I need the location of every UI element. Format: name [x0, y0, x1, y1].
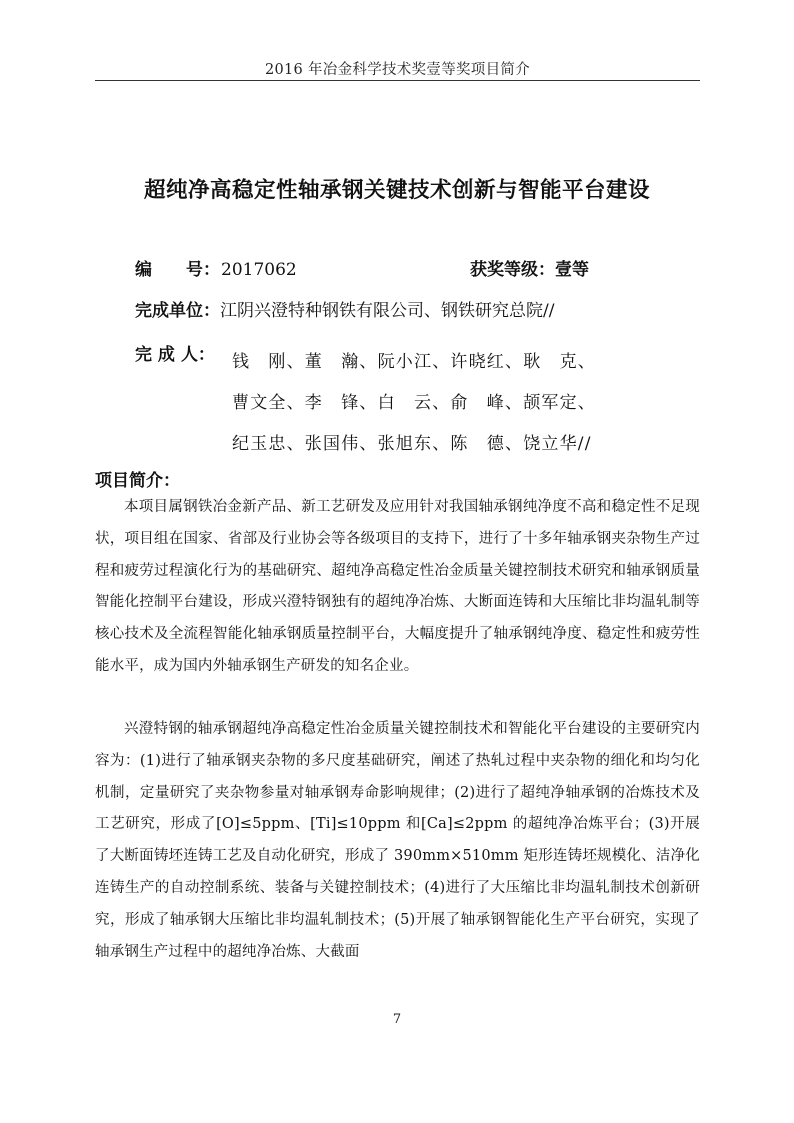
body-paragraph: 本项目属钢铁冶金新产品、新工艺研发及应用针对我国轴承钢纯净度不高和稳定性不足现状，项目组在国家、省部及行业协会等各级项目的支持下，进行了十多年轴承钢夹杂物生产过程和疲劳过程演化行为的基础研究、超纯净高稳定性冶金质量关键控制技术研究和轴承钢质量智能化控制平台建设，形成兴澄特钢独有的超纯净冶炼、大断面连铸和大压缩比非均温轧制等核心技术及全流程智能化轴承钢质量控制平台，大幅度提升了轴承钢纯净度、稳定性和疲劳性能水平，成为国内外轴承钢生产研发的知名企业。: [95, 499, 700, 674]
project-number-label: 编 号：: [135, 260, 220, 280]
project-number-value: 2017062: [221, 260, 297, 280]
section-title: 项目简介：: [95, 471, 180, 491]
completers-line: 曹文全、李 锋、白 云、俞 峰、颉军定、: [232, 393, 596, 413]
document-title: 超纯净高稳定性轴承钢关键技术创新与智能平台建设: [143, 178, 650, 203]
completers-line: 纪玉忠、张国伟、张旭东、陈 德、饶立华//: [232, 434, 592, 454]
completers-line: 钱 刚、董 瀚、阮小江、许晓红、耿 克、: [232, 352, 596, 372]
completers-label: 完 成 人：: [135, 345, 215, 365]
completing-unit-row: [135, 303, 554, 320]
header-divider: [95, 80, 700, 81]
project-number-row: [135, 262, 297, 279]
award-level-row: [470, 262, 589, 279]
completing-unit-value: 江阴兴澄特种钢铁有限公司、钢铁研究总院//: [220, 301, 555, 321]
completing-unit-label: 完成单位：: [135, 301, 220, 321]
completers-label-row: [135, 347, 215, 364]
page-header: 2016 年冶金科学技术奖壹等奖项目简介: [264, 62, 530, 78]
award-level-label: 获奖等级：: [470, 260, 555, 280]
page-number: 7: [392, 1012, 402, 1027]
award-level-value: 壹等: [555, 260, 589, 280]
body-paragraph: 兴澄特钢的轴承钢超纯净高稳定性冶金质量关键控制技术和智能化平台建设的主要研究内容为：(1)进行了轴承钢夹杂物的多尺度基础研究，阐述了热轧过程中夹杂物的细化和均匀化机制，定量研究了夹杂物参量对轴承钢寿命影响规律；(2)进行了超纯净轴承钢的冶炼技术及工艺研究，形成了[O]≤5ppm、[Ti]≤10ppm 和[Ca]≤2ppm 的超纯净冶炼平台；(3)开展了大断面铸坯连铸工艺及自动化研究，形成了 390mm×510mm 矩形连铸坯规模化、洁净化连铸生产的自动控制系统、装备与关键控制技术；(4)进行了大压缩比非均温轧制技术创新研究，形成了轴承钢大压缩比非均温轧制技术；(5)开展了轴承钢智能化生产平台研究，实现了轴承钢生产过程中的超纯净冶炼、大截面: [95, 721, 700, 960]
